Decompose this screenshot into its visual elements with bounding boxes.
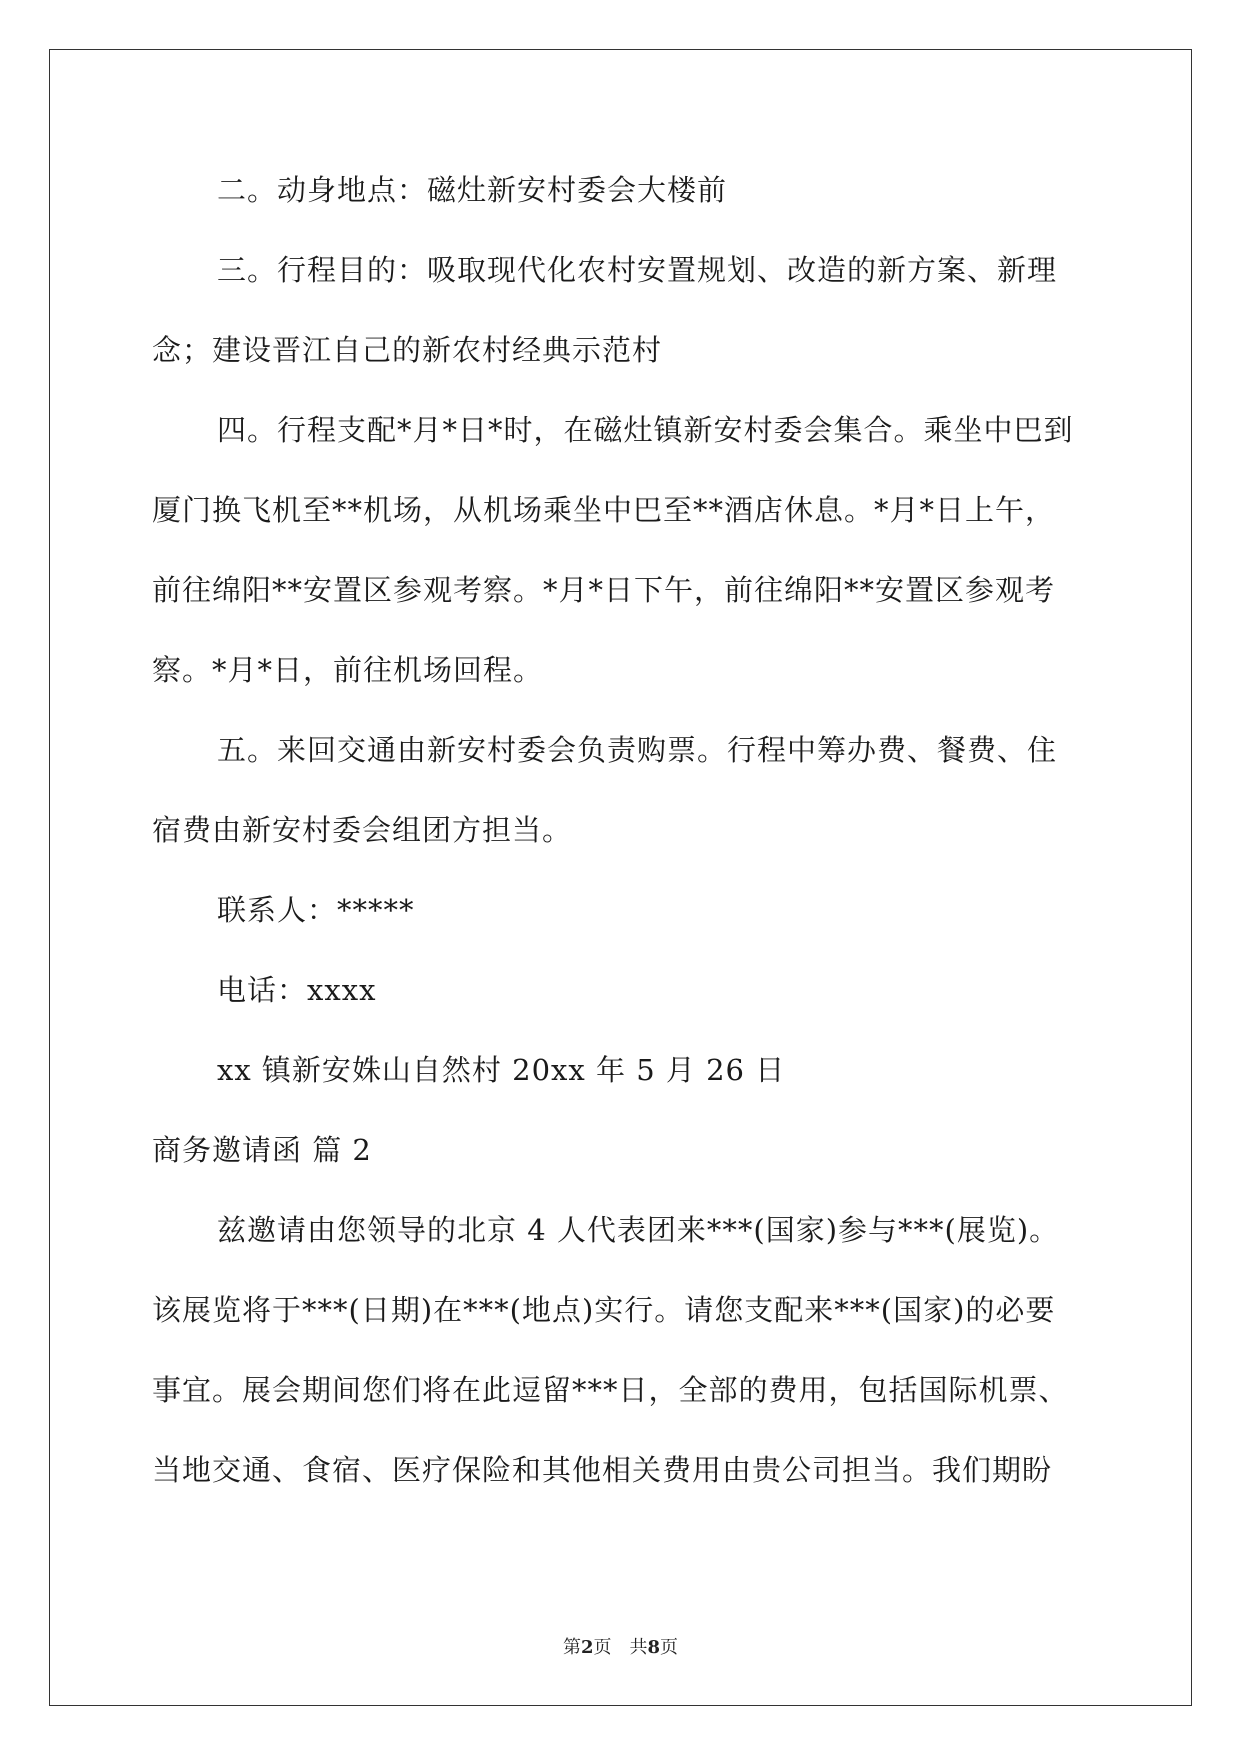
page-number: 2 (580, 1637, 594, 1658)
section-heading: 商务邀请函 篇 2 (152, 1133, 372, 1167)
contact-phone: 电话：xxxx (217, 973, 377, 1007)
text-line: 该展览将于***(日期)在***(地点)实行。请您支配来***(国家)的必要 (152, 1293, 1056, 1327)
text-line: 事宜。展会期间您们将在此逗留***日，全部的费用，包括国际机票、 (152, 1373, 1069, 1407)
page-footer (0, 1633, 1241, 1659)
page-label-mid: 页 共 (593, 1637, 648, 1658)
page-total: 8 (647, 1637, 661, 1658)
text-line: 前往绵阳**安置区参观考察。*月*日下午，前往绵阳**安置区参观考 (152, 573, 1056, 607)
text-line: 五。来回交通由新安村委会负责购票。行程中筹办费、餐费、住 (217, 733, 1058, 767)
page-label-pre: 第 (562, 1637, 581, 1658)
page-label-post: 页 (660, 1637, 679, 1658)
text-line: 念；建设晋江自己的新农村经典示范村 (152, 333, 663, 367)
text-line: 察。*月*日，前往机场回程。 (152, 653, 544, 687)
text-line: 四。行程支配*月*日*时，在磁灶镇新安村委会集合。乘坐中巴到 (217, 413, 1074, 447)
text-line: 宿费由新安村委会组团方担当。 (152, 813, 573, 847)
text-line: 兹邀请由您领导的北京 4 人代表团来***(国家)参与***(展览)。 (217, 1213, 1060, 1247)
text-line: 二。动身地点：磁灶新安村委会大楼前 (217, 173, 728, 207)
text-line: 厦门换飞机至**机场，从机场乘坐中巴至**酒店休息。*月*日上午， (152, 493, 1056, 527)
signature-date: xx 镇新安姝山自然村 20xx 年 5 月 26 日 (217, 1053, 786, 1087)
text-line: 三。行程目的：吸取现代化农村安置规划、改造的新方案、新理 (217, 253, 1058, 287)
text-line: 当地交通、食宿、医疗保险和其他相关费用由贵公司担当。我们期盼 (152, 1453, 1053, 1487)
contact-person: 联系人：***** (217, 893, 415, 927)
